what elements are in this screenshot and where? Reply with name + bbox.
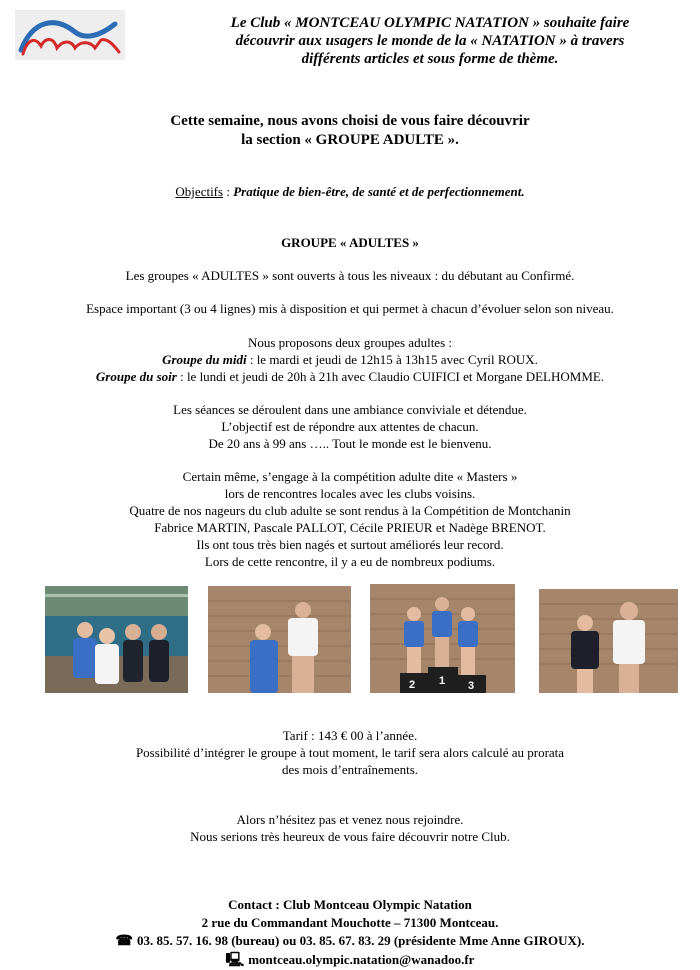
ambiance-line-1: Les séances se déroulent dans une ambiance conviviale et détendue. <box>173 402 527 417</box>
contact-email[interactable]: montceau.olympic.natation@wanadoo.fr <box>248 952 475 967</box>
ambiance-line-3: De 20 ans à 99 ans ….. Tout le monde est le bienvenu. <box>208 436 492 451</box>
group-soir-name: Groupe du soir <box>95 369 177 384</box>
masters-line-4: Fabrice MARTIN, Pascale PALLOT, Cécile PRIEUR et Nadège BRENOT. <box>154 520 546 535</box>
week-line-1: Cette semaine, nous avons choisi de vous faire découvrir <box>170 113 530 129</box>
group-soir <box>0 368 700 385</box>
podium-number-2: 2 <box>409 679 416 691</box>
club-logo <box>15 10 125 60</box>
intro-line-2: découvrir aux usagers le monde de la « NATATION » à travers <box>235 33 625 49</box>
group-midi <box>0 351 700 368</box>
section-title: GROUPE « ADULTES » <box>281 235 419 250</box>
masters-block <box>0 468 700 570</box>
photo-podium <box>370 584 515 693</box>
masters-line-6: Lors de cette rencontre, il y a eu de nombreux podiums. <box>204 554 496 569</box>
closing-line-1: Alors n’hésitez pas et venez nous rejoindre. <box>236 812 464 827</box>
tarif-line-1: Tarif : 143 € 00 à l’année. <box>282 728 418 743</box>
masters-line-5: Ils ont tous très bien nagés et surtout améliorés leur record. <box>196 537 504 552</box>
contact-line-2: 2 rue du Commandant Mouchotte – 71300 Montceau. <box>201 915 499 930</box>
week-heading <box>0 112 700 150</box>
paragraph-levels: Les groupes « ADULTES » sont ouverts à tous les niveaux : du débutant au Confirmé. <box>125 268 575 283</box>
paragraph-space: Espace important (3 ou 4 lignes) mis à disposition et qui permet à chacun d’évoluer selon son niveau. <box>86 301 614 316</box>
photo-pool-group <box>45 586 188 693</box>
contact-phones: 03. 85. 57. 16. 98 (bureau) ou 03. 85. 67. 83. 29 (présidente Mme Anne GIROUX). <box>136 933 585 948</box>
objectifs-label: Objectifs <box>175 184 224 199</box>
group-midi-text: : le mardi et jeudi de 12h15 à 13h15 avec Cyril ROUX. <box>246 352 538 367</box>
ambiance-line-2: L’objectif est de répondre aux attentes de chacun. <box>221 419 479 434</box>
group-midi-name: Groupe du midi <box>162 352 247 367</box>
photo-duo-podium <box>539 589 678 693</box>
objectifs-line <box>0 183 700 200</box>
contact-line-1: Contact : Club Montceau Olympic Natation <box>228 897 472 912</box>
photo-duo-medals <box>208 586 351 693</box>
week-line-2: la section « GROUPE ADULTE ». <box>241 132 459 148</box>
phone-icon: ☎ <box>115 934 133 949</box>
club-intro <box>175 14 685 68</box>
closing-line-2: Nous serions très heureux de vous faire découvrir notre Club. <box>190 829 510 844</box>
groups-intro: Nous proposons deux groupes adultes : <box>247 335 452 350</box>
masters-line-3: Quatre de nos nageurs du club adulte se sont rendus à la Compétition de Montchanin <box>129 503 571 518</box>
ambiance-block <box>0 401 700 452</box>
podium-number-3: 3 <box>468 680 475 692</box>
contact-phone-line <box>0 932 700 951</box>
computer-icon: 🖳 <box>225 953 245 968</box>
closing-block <box>0 811 700 845</box>
group-soir-text: : le lundi et jeudi de 20h à 21h avec Claudio CUIFICI et Morgane DELHOMME. <box>176 369 605 384</box>
objectifs-sep: : <box>223 184 234 199</box>
tarif-block <box>0 727 700 778</box>
tarif-line-2: Possibilité d’intégrer le groupe à tout moment, le tarif sera alors calculé au prorata <box>135 745 565 760</box>
masters-line-2: lors de rencontres locales avec les clubs voisins. <box>224 486 476 501</box>
contact-email-line <box>0 951 700 970</box>
intro-line-1: Le Club « MONTCEAU OLYMPIC NATATION » souhaite faire <box>230 15 630 31</box>
intro-line-3: différents articles et sous forme de thème. <box>301 51 559 67</box>
podium-number-1: 1 <box>439 675 446 687</box>
contact-block <box>0 896 700 970</box>
masters-line-1: Certain même, s’engage à la compétition adulte dite « Masters » <box>182 469 518 484</box>
tarif-line-3: des mois d’entraînements. <box>281 762 419 777</box>
objectifs-text: Pratique de bien-être, de santé et de perfectionnement. <box>233 184 525 199</box>
groups-block <box>0 334 700 385</box>
